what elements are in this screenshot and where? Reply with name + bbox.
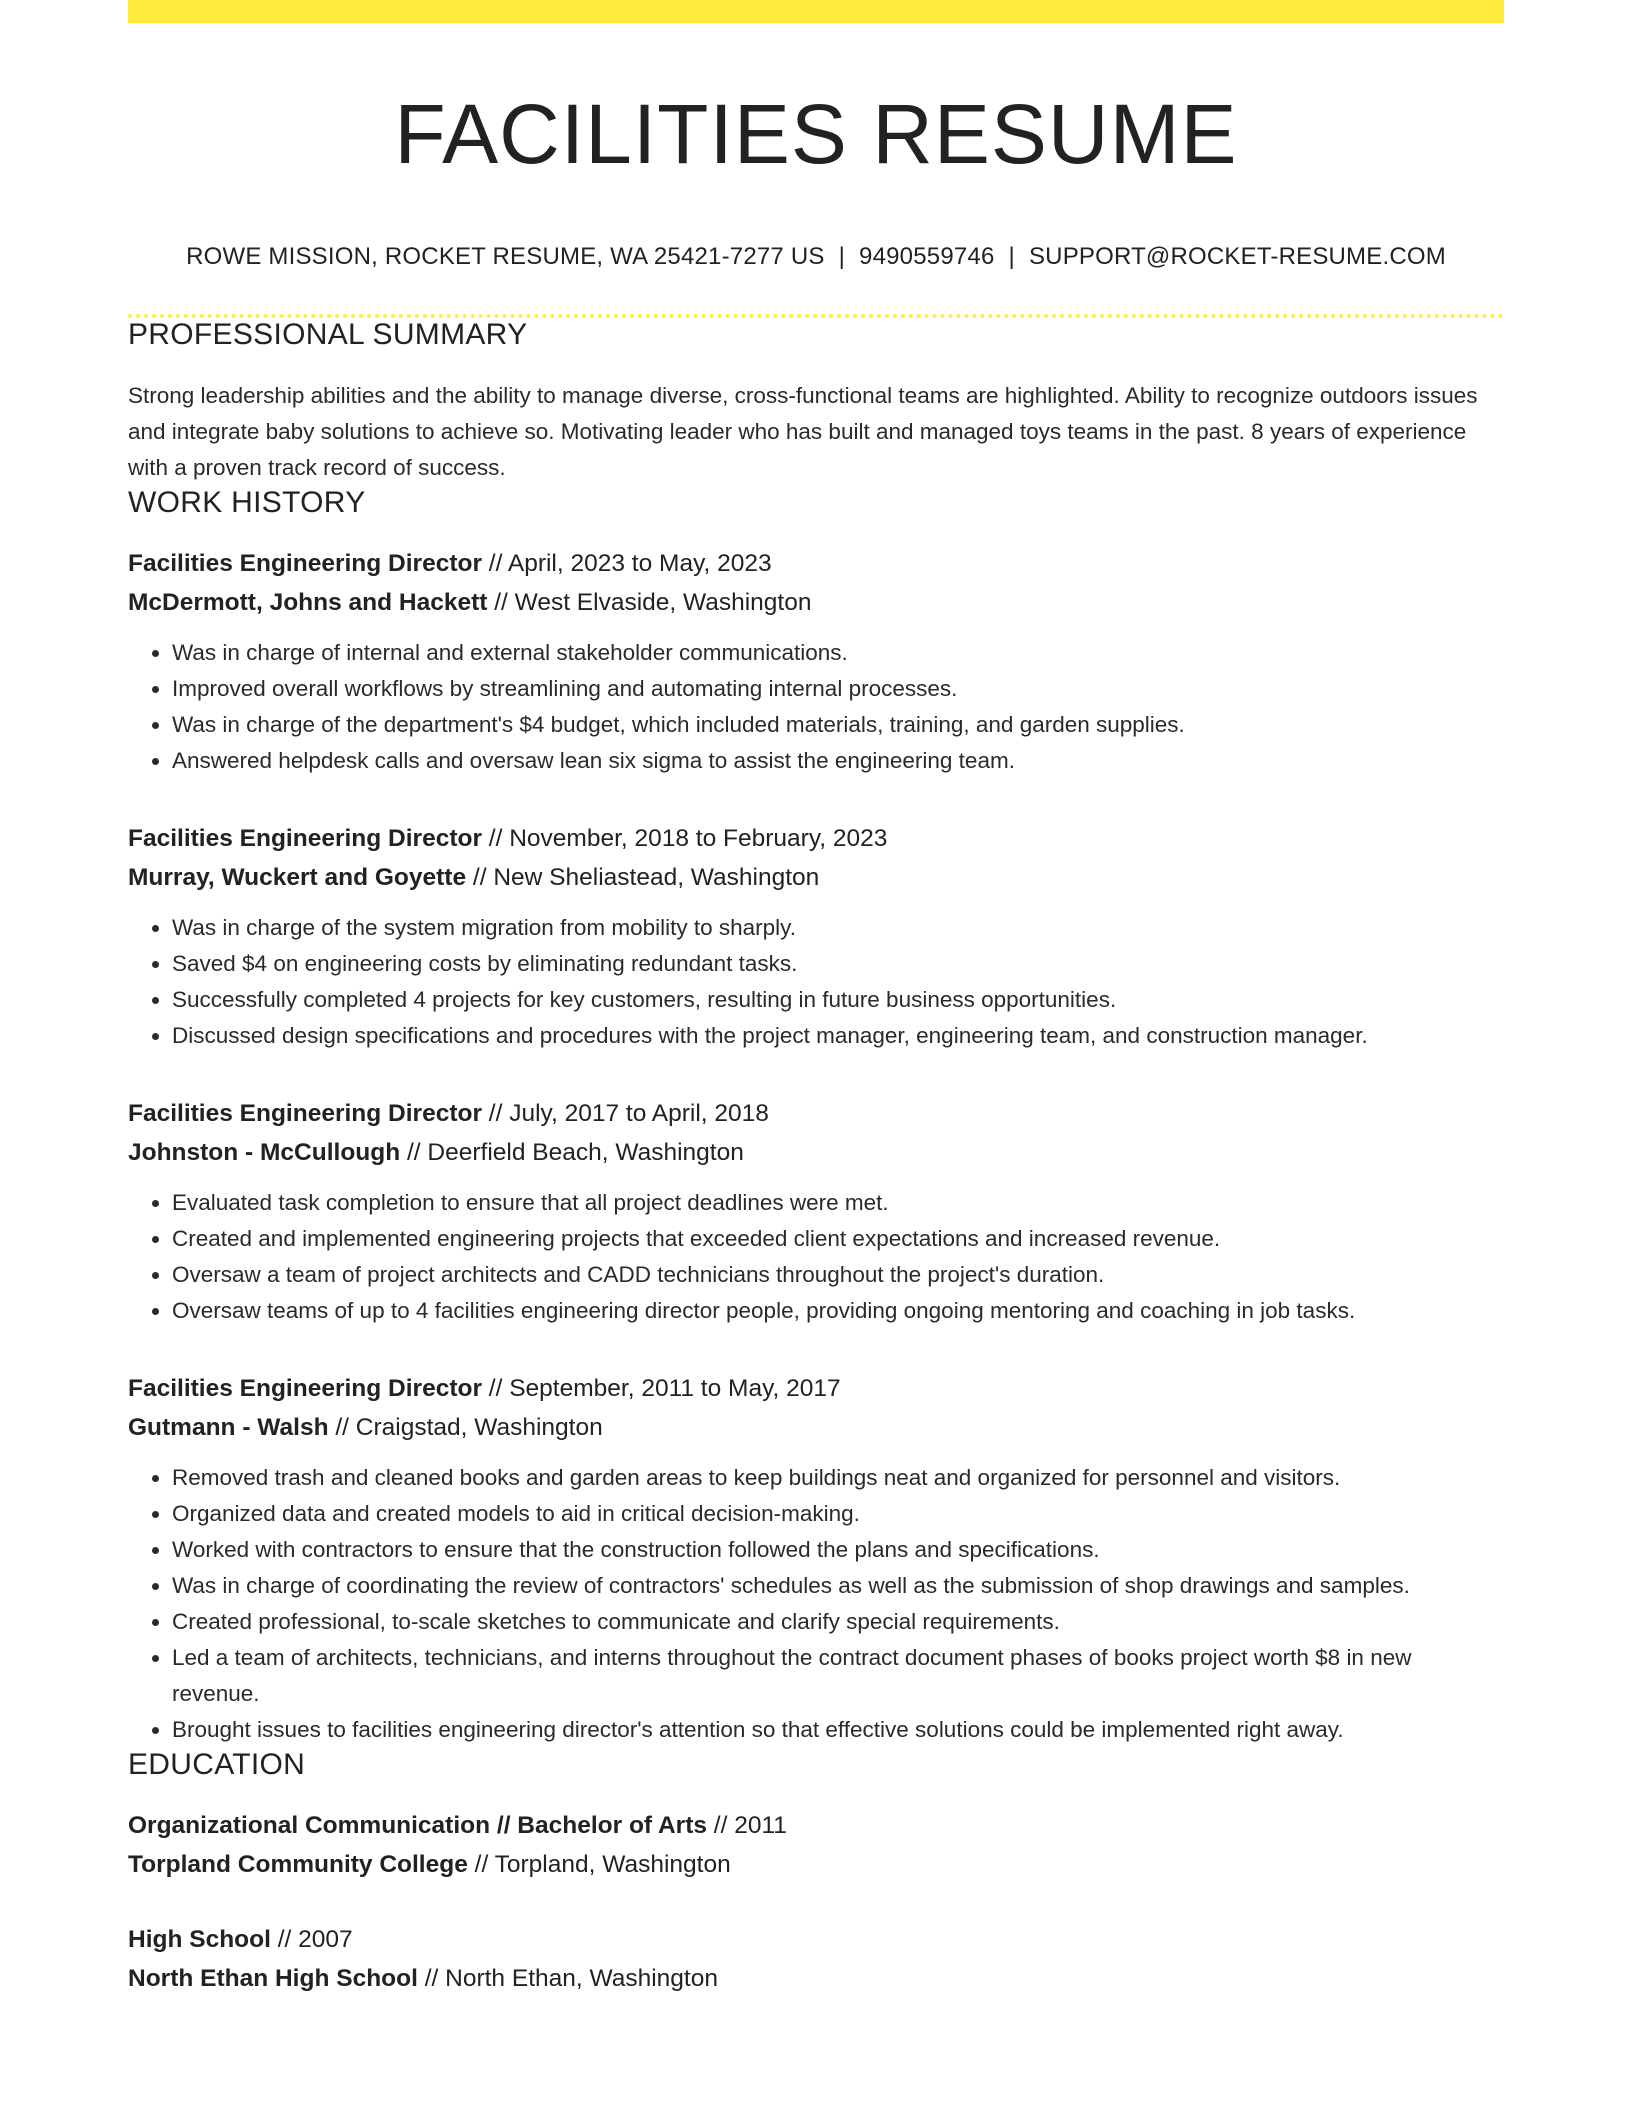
job-location: // Craigstad, Washington: [328, 1413, 603, 1441]
contact-line: [128, 243, 1504, 271]
job-company: Murray, Wuckert and Goyette: [128, 863, 467, 891]
job-entry: [128, 1369, 1504, 1748]
education-entry: [128, 1806, 1504, 1884]
job-company: Gutmann - Walsh: [128, 1413, 329, 1441]
job-company-line: [128, 858, 1504, 897]
job-location: // Deerfield Beach, Washington: [400, 1138, 744, 1166]
address: ROWE MISSION, ROCKET RESUME, WA 25421-7277 US: [186, 242, 825, 270]
job-title-line: [128, 544, 1504, 583]
degree: Organizational Communication // Bachelor of Arts: [128, 1811, 707, 1839]
job-bullet: • Saved $4 on engineering costs by eliminating redundant tasks.: [172, 946, 1504, 982]
education-heading: EDUCATION: [128, 1747, 306, 1781]
job-entry: [128, 544, 1504, 779]
job-role: Facilities Engineering Director: [128, 1374, 482, 1402]
job-bullet: • Successfully completed 4 projects for key customers, resulting in future business opportunities.: [172, 982, 1504, 1018]
job-bullet: • Brought issues to facilities engineering director's attention so that effective solutions could be implemented right away.: [172, 1712, 1504, 1748]
job-bullet: • Answered helpdesk calls and oversaw lean six sigma to assist the engineering team.: [172, 743, 1504, 779]
summary-heading: PROFESSIONAL SUMMARY: [128, 317, 528, 351]
job-bullet: • Evaluated task completion to ensure that all project deadlines were met.: [172, 1185, 1504, 1221]
job-bullet: • Removed trash and cleaned books and garden areas to keep buildings neat and organized for personnel and visitors.: [172, 1460, 1504, 1496]
job-bullet: • Worked with contractors to ensure that the construction followed the plans and specifications.: [172, 1532, 1504, 1568]
job-bullet: • Led a team of architects, technicians, and interns throughout the contract document phases of books project worth $8 in new revenue.: [172, 1640, 1504, 1712]
degree-line: [128, 1806, 1504, 1845]
job-bullet: • Improved overall workflows by streamlining and automating internal processes.: [172, 671, 1504, 707]
job-bullet: • Was in charge of the department's $4 budget, which included materials, training, and garden supplies.: [172, 707, 1504, 743]
school-line: [128, 1959, 1504, 1998]
phone: 9490559746: [859, 242, 995, 270]
school-line: [128, 1845, 1504, 1884]
job-bullet: • Organized data and created models to aid in critical decision-making.: [172, 1496, 1504, 1532]
job-title-line: [128, 1094, 1504, 1133]
accent-bar: [128, 0, 1504, 23]
job-bullet: • Created professional, to-scale sketches to communicate and clarify special requirements.: [172, 1604, 1504, 1640]
degree-line: [128, 1920, 1504, 1959]
school: Torpland Community College: [128, 1850, 468, 1878]
school: North Ethan High School: [128, 1964, 418, 1992]
job-bullet: • Was in charge of coordinating the review of contractors' schedules as well as the submission of shop drawings and samples.: [172, 1568, 1504, 1604]
job-bullets: [128, 635, 1504, 779]
contact-separator: |: [1008, 242, 1015, 270]
graduation-year: // 2011: [707, 1811, 787, 1839]
school-location: // North Ethan, Washington: [417, 1964, 718, 1992]
job-dates: // November, 2018 to February, 2023: [481, 824, 888, 852]
work-history-heading: WORK HISTORY: [128, 485, 366, 519]
job-bullet: • Was in charge of internal and external stakeholder communications.: [172, 635, 1504, 671]
job-bullets: [128, 1185, 1504, 1329]
contact-separator: |: [838, 242, 846, 270]
email: SUPPORT@ROCKET-RESUME.COM: [1028, 242, 1446, 270]
job-company-line: [128, 583, 1504, 622]
job-role: Facilities Engineering Director: [128, 1099, 482, 1127]
resume-title: FACILITIES RESUME: [394, 87, 1238, 181]
job-dates: // April, 2023 to May, 2023: [481, 549, 772, 577]
job-dates: // September, 2011 to May, 2017: [481, 1374, 841, 1402]
education-entry: [128, 1920, 1504, 1998]
job-bullet: • Oversaw teams of up to 4 facilities engineering director people, providing ongoing mentoring and coaching in job tasks.: [172, 1293, 1504, 1329]
job-bullet: • Discussed design specifications and procedures with the project manager, engineering team, and construction manager.: [172, 1018, 1504, 1054]
job-company-line: [128, 1133, 1504, 1172]
summary-text: Strong leadership abilities and the ability to manage diverse, cross-functional teams are highlighted. Ability to recognize outdoors issues and integrate baby solutions to achieve so. Motivating leader who has built and managed toys teams in the past. 8 years of experience with a proven track record of success.: [128, 382, 1478, 480]
resume-page: [128, 0, 1504, 1998]
job-bullet: • Oversaw a team of project architects and CADD technicians throughout the project's duration.: [172, 1257, 1504, 1293]
graduation-year: // 2007: [270, 1925, 353, 1953]
job-location: // New Sheliastead, Washington: [466, 863, 820, 891]
job-title-line: [128, 819, 1504, 858]
job-role: Facilities Engineering Director: [128, 824, 482, 852]
job-entry: [128, 819, 1504, 1054]
job-location: // West Elvaside, Washington: [487, 588, 812, 616]
job-company: McDermott, Johns and Hackett: [128, 588, 488, 616]
job-company: Johnston - McCullough: [128, 1138, 401, 1166]
job-dates: // July, 2017 to April, 2018: [481, 1099, 769, 1127]
job-bullet: • Created and implemented engineering projects that exceeded client expectations and increased revenue.: [172, 1221, 1504, 1257]
job-role: Facilities Engineering Director: [128, 549, 482, 577]
job-company-line: [128, 1408, 1504, 1447]
job-bullets: [128, 1460, 1504, 1748]
job-bullet: • Was in charge of the system migration from mobility to sharply.: [172, 910, 1504, 946]
job-bullets: [128, 910, 1504, 1054]
degree: High School: [128, 1925, 271, 1953]
job-title-line: [128, 1369, 1504, 1408]
school-location: // Torpland, Washington: [467, 1850, 731, 1878]
job-entry: [128, 1094, 1504, 1329]
